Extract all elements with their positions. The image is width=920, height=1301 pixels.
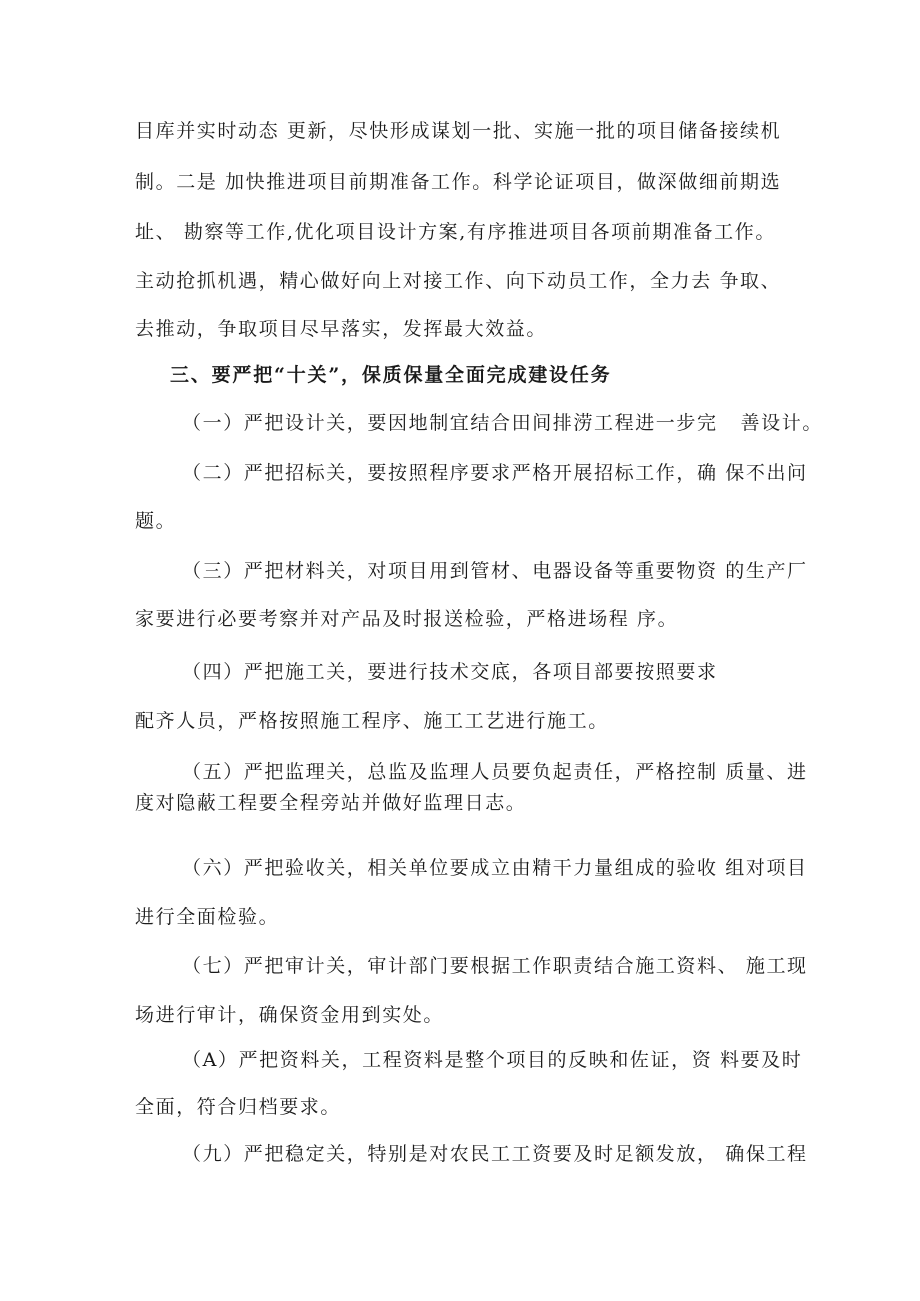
item-line: 配齐人员，严格按照施工程序、施工工艺进行施工。 [135, 710, 609, 732]
paragraph-line: 主动抢抓机遇，精心做好向上对接工作、向下动员工作，全力去 争取、 [135, 270, 782, 292]
item-line: （五）严把监理关，总监及监理人员要负起责任，严格控制 质量、进 [182, 761, 808, 783]
item-line: （七）严把审计关，审计部门要根据工作职责结合施工资料、 施工现 [182, 955, 808, 977]
paragraph-line: 去推动，争取项目尽早落实，发挥最大效益。 [135, 318, 548, 340]
paragraph-line: 目库并实时动态 更新，尽快形成谋划一批、实施一批的项目储备接续机 [135, 120, 782, 142]
item-line: （A）严把资料关，工程资料是整个项目的反映和佐证，资 料要及时 [182, 1049, 803, 1071]
item-line: 家要进行必要考察并对产品及时报送检验，严格进场程 序。 [135, 608, 679, 630]
paragraph-line: 址、 勘察等工作,优化项目设计方案,有序推进项目各项前期准备工作。 [135, 221, 776, 243]
item-line: 题。 [135, 510, 177, 532]
item-line: 场进行审计，确保资金用到实处。 [135, 1004, 445, 1026]
item-line: （四）严把施工关，要进行技术交底，各项目部要按照要求 [182, 661, 718, 683]
section-heading: 三、要严把“十关”，保质保量全面完成建设任务 [170, 364, 612, 386]
item-line: 进行全面检验。 [135, 906, 280, 928]
item-line: 度对隐蔽工程要全程旁站并做好监理日志。 [135, 792, 527, 814]
item-line: （一）严把设计关，要因地制宜结合田间排涝工程进一步完 善设计。 [182, 412, 823, 434]
item-line: （九）严把稳定关，特别是对农民工工资要及时足额发放， 确保工程 [182, 1143, 808, 1165]
item-line: （六）严把验收关，相关单位要成立由精干力量组成的验收 组对项目 [182, 857, 808, 879]
item-line: （三）严把材料关，对项目用到管材、电器设备等重要物资 的生产厂 [182, 560, 808, 582]
item-line: 全面，符合归档要求。 [135, 1096, 342, 1118]
item-line: （二）严把招标关，要按照程序要求严格开展招标工作，确 保不出问 [182, 462, 808, 484]
paragraph-line: 制。二是 加快推进项目前期准备工作。科学论证项目，做深做细前期选 [135, 171, 782, 193]
